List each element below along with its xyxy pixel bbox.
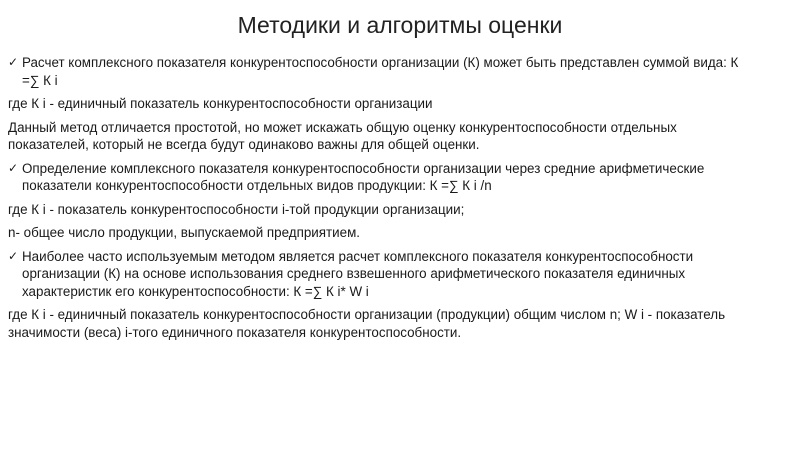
checkmark-bullet-icon: ✓: [8, 248, 19, 263]
bullet-item: [8, 54, 748, 89]
paragraph: [8, 224, 748, 242]
paragraph-text: где К i - единичный показатель конкурентоспособности организации: [8, 96, 433, 111]
paragraph: [8, 119, 748, 154]
paragraph: [8, 306, 748, 341]
bullet-text: Расчет комплексного показателя конкурентоспособности организации (К) может быть представлен суммой вида: К =∑ К i: [22, 55, 739, 88]
checkmark-bullet-icon: ✓: [8, 55, 19, 69]
paragraph-text: Данный метод отличается простотой, но может искажать общую оценку конкурентоспособности отдельных показателей, который не всегда будут одинаково важны для общей оценки.: [8, 119, 677, 152]
paragraph-text: n- общее число продукции, выпускаемой предприятием.: [8, 225, 361, 240]
slide-body: [8, 54, 748, 347]
paragraph-text: где К i - показатель конкурентоспособности i-той продукции организации;: [8, 201, 465, 217]
slide-title: Методики и алгоритмы оценки: [237, 12, 563, 38]
paragraph: [8, 95, 748, 113]
bullet-text: Определение комплексного показателя конкурентоспособности организации через средние арифметические показатели конкурентоспособности отдельных видов продукции: К =∑ К i /n: [22, 160, 705, 193]
bullet-item: [8, 160, 748, 195]
paragraph-text: где К i - единичный показатель конкурентоспособности организации (продукции) общим числом n; W i - показатель значимости (веса) i-того единичного показателя конкурентоспособности.: [8, 307, 726, 340]
checkmark-bullet-icon: ✓: [8, 160, 19, 175]
bullet-item: [8, 248, 748, 301]
bullet-text: Наиболее часто используемым методом является расчет комплексного показателя конкурентоспособности организации (К) на основе использования среднего взвешенного арифметического показателя единичных характеристик его конкурентоспособности: К =∑ К i* W i: [22, 248, 694, 299]
paragraph: [8, 201, 748, 219]
